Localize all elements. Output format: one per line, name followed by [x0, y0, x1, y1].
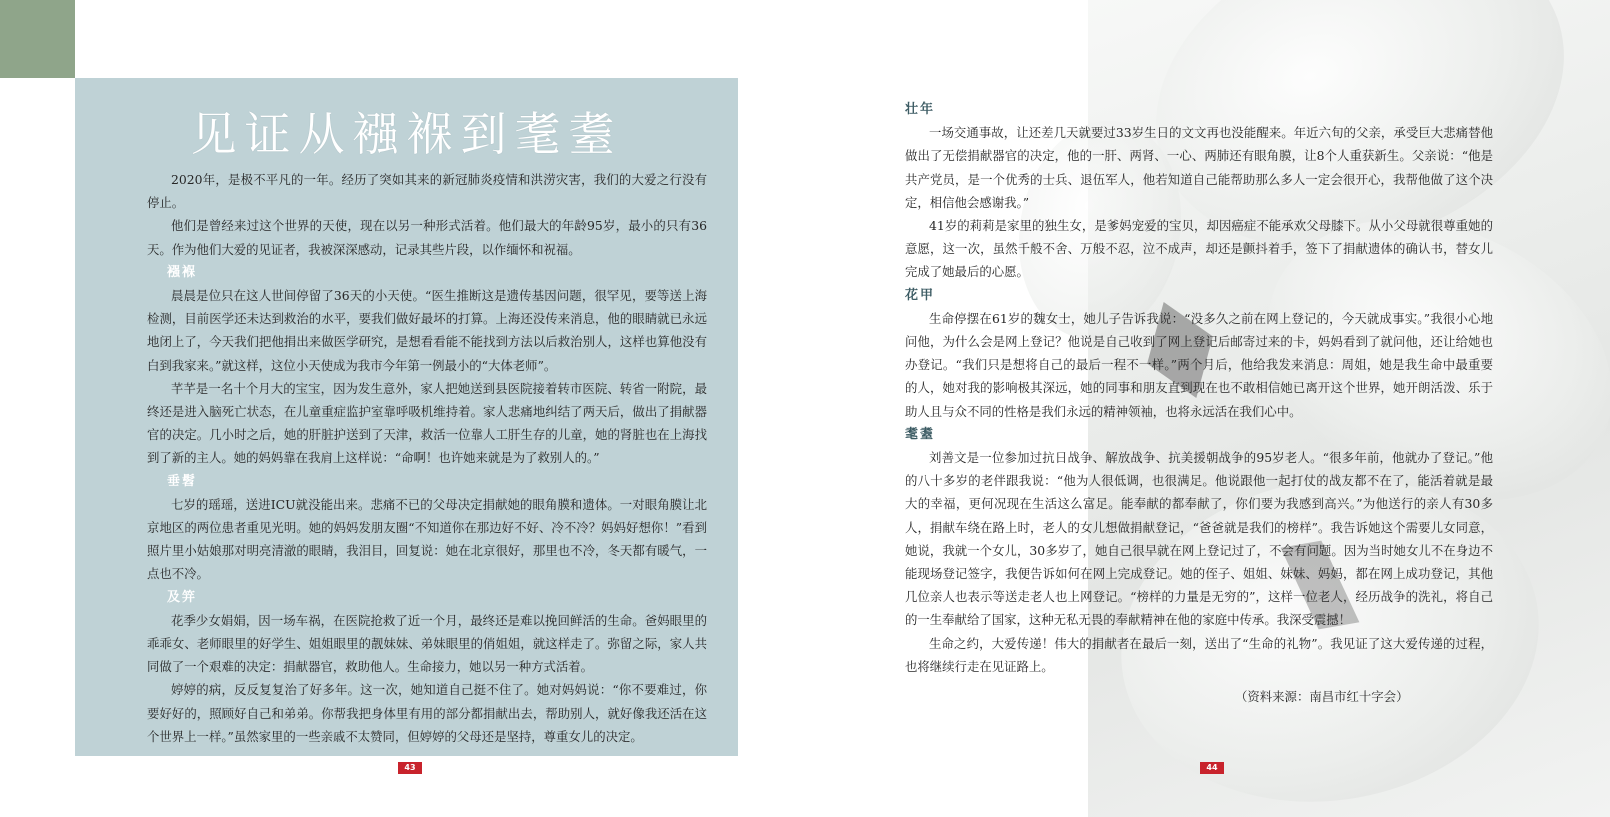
body-paragraph: 2020年，是极不平凡的一年。经历了突如其来的新冠肺炎疫情和洪涝灾害，我们的大爱之行没有停止。: [147, 172, 707, 211]
body-paragraph: 晨晨是位只在这人世间停留了36天的小天使。“医生推断这是遗传基因问题，很罕见，要等送上海检测，目前医学还未达到救治的水平，要我们做好最坏的打算。上海还没传来消息，他的眼睛就已永远地闭上了，今天我们把他捐出来做医学研究，是想看看能不能找到方法以后救治别人，这样也算他没有白到我家来。”就这样，这位小天使成为我市今年第一例最小的“大体老师”。: [147, 288, 707, 373]
body-paragraph: 41岁的莉莉是家里的独生女，是爹妈宠爱的宝贝，却因癌症不能承欢父母膝下。从小父母就很尊重她的意愿，这一次，虽然千般不舍、万般不忍，泣不成声，却还是颤抖着手，签下了捐献遗体的确认书，替女儿完成了她最后的心愿。: [905, 218, 1493, 280]
body-paragraph: 生命停摆在61岁的魏女士，她儿子告诉我说：“没多久之前在网上登记的，今天就成事实。”我很小心地问他，为什么会是网上登记？他说是自己收到了网上登记后邮寄过来的卡，妈妈看到了就问他，还让给她也办登记。“我们只是想将自己的最后一程不一样。”两个月后，他给我发来消息：周姐，她是我生命中最重要的人，她对我的影响极其深远，她的同事和朋友直到现在也不敢相信她已离开这个世界，她开朗活泼、乐于助人且与众不同的性格是我们永远的精神领袖，也将永远活在我们心中。: [905, 310, 1493, 419]
section-heading: 壮年: [905, 102, 936, 117]
section-heading: 耄耋: [905, 426, 936, 442]
section-heading: 花甲: [905, 287, 936, 303]
body-paragraph: 花季少女娟娟，因一场车祸，在医院抢救了近一个月，最终还是难以挽回鲜活的生命。爸妈眼里的乖乖女、老师眼里的好学生、姐姐眼里的靓妹妹、弟妹眼里的俏姐姐，就这样走了。弥留之际，家人共同做了一个艰难的决定：捐献器官，救助他人。生命接力，她以另一种方式活着。: [147, 612, 707, 675]
body-paragraph: 芊芊是一名十个月大的宝宝，因为发生意外，家人把她送到县医院接着转市医院、转省一附院，最终还是进入脑死亡状态，在儿童重症监护室靠呼吸机维持着。家人悲痛地纠结了两天后，做出了捐献器官的决定。几小时之后，她的肝脏护送到了天津，救活一位靠人工肝生存的儿童，她的肾脏也在上海找到了新的主人。她的妈妈靠在我肩上这样说：“命啊！也许她来就是为了救别人的。”: [147, 380, 707, 466]
section-heading: 垂髫: [167, 473, 198, 489]
body-paragraph: 婷婷的病，反反复复治了好多年。这一次，她知道自己挺不住了。她对妈妈说：“你不要难过，你要好好的，照顾好自己和弟弟。你帮我把身体里有用的部分都捐献出去，帮助别人，就好像我还活在这个世界上一样。”虽然家里的一些亲戚不太赞同，但婷婷的父母还是坚持，尊重女儿的决定。: [147, 682, 707, 744]
left-page-panel: [75, 78, 738, 756]
body-paragraph: 生命之约，大爱传递！伟大的捐献者在最后一刻，送出了“生命的礼物”。我见证了这大爱传递的过程，也将继续行走在见证路上。: [905, 635, 1493, 674]
body-paragraph: 一场交通事故，让还差几天就要过33岁生日的文文再也没能醒来。年近六旬的父亲，承受巨大悲痛替他做出了无偿捐献器官的决定，他的一肝、两肾、一心、两肺还有眼角膜，让8个人重获新生。父亲说：“他是共产党员，是一个优秀的士兵、退伍军人，他若知道自己能帮助那么多人一定会很开心，我帮他做了这个决定，相信他会感谢我。”: [905, 125, 1493, 210]
section-heading: 及笄: [167, 589, 198, 605]
corner-color-block: [0, 0, 75, 78]
section-heading: 襁褓: [167, 264, 198, 280]
page-number-left: 43: [398, 762, 422, 774]
page-number-right: 44: [1200, 762, 1224, 774]
left-page-body: [147, 168, 707, 748]
article-title: 见证从襁褓到耄耋: [190, 107, 623, 161]
body-paragraph: 他们是曾经来过这个世界的天使，现在以另一种形式活着。他们最大的年龄95岁，最小的只有36天。作为他们大爱的见证者，我被深深感动，记录其些片段，以作缅怀和祝福。: [147, 218, 707, 257]
source-credit: （资料来源：南昌市红十字会）: [1235, 689, 1409, 704]
body-paragraph: 七岁的瑶瑶，送进ICU就没能出来。悲痛不已的父母决定捐献她的眼角膜和遗体。一对眼角膜让北京地区的两位患者重见光明。她的妈妈发朋友圈“不知道你在那边好不好、冷不冷？妈妈好想你！”看到照片里小姑娘那对明亮清澈的眼睛，我泪目，回复说：她在北京很好，那里也不冷，冬天都有暖气，一点也不冷。: [147, 496, 707, 582]
body-paragraph: 刘善文是一位参加过抗日战争、解放战争、抗美援朝战争的95岁老人。“很多年前，他就办了登记。”他的八十多岁的老伴跟我说：“他为人很低调，也很满足。他说跟他一起打仗的战友都不在了，能活着就是最大的幸福，更何况现在生活这么富足。能奉献的都奉献了，你们要为我感到高兴。”为他送行的亲人有30多人，捐献车绕在路上时，老人的女儿想做捐献登记，“爸爸就是我们的榜样”。我告诉她这个需要儿女同意，她说，我就一个女儿，30多岁了，她自己很早就在网上登记过了，不会有问题。因为当时她女儿不在身边不能现场登记签字，我便告诉如何在网上完成登记。她的侄子、姐姐、妹妹、妈妈，都在网上成功登记，其他几位亲人也表示等送走老人也上网登记。“榜样的力量是无穷的”，这样一位老人，经历战争的洗礼，将自己的一生奉献给了国家，这种无私无畏的奉献精神在他的家庭中传承。我深受震撼！: [905, 450, 1493, 628]
right-page-body: [905, 98, 1493, 678]
